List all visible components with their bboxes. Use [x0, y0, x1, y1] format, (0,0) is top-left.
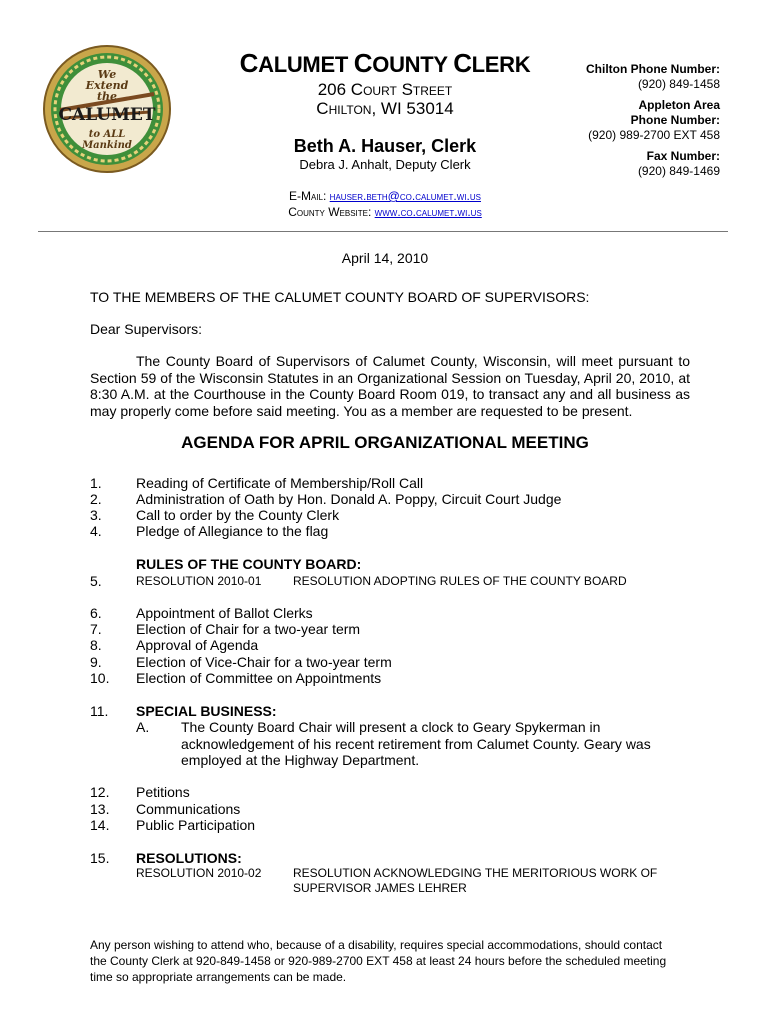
seal-text: Extend: [85, 79, 129, 92]
seal-text: We: [97, 68, 117, 81]
letter-date: April 14, 2010: [341, 250, 429, 266]
accessibility-notice: Any person wishing to attend who, because of a disability, requires special accommodations, should contact the County Clerk at 920-849-1458 or 920-989-2700 EXT 458 at least 24 hours before the scheduled meeting time so appropriate arrangements can be made.: [90, 938, 667, 984]
website-label: County Website:: [288, 205, 375, 219]
clerk-name: Beth A. Hauser, Clerk: [293, 136, 477, 156]
seal-text: to ALL: [88, 129, 126, 140]
office-title: CALUMET COUNTY CLERK: [239, 48, 531, 78]
fax-label: Fax Number:: [646, 149, 720, 163]
contact-block: [520, 62, 720, 179]
letter-paragraph: The County Board of Supervisors of Calumet County, Wisconsin, will meet pursuant to Section 59 of the Wisconsin Statutes in an Organizational Session on Tuesday, April 20, 2010, at 8:30 A.M. at the Courthouse in the County Board Room 019, to transact any and all business as may properly come before said meeting. You as a member are requested to be present.: [90, 353, 690, 419]
city-address: Chilton, WI 53014: [316, 99, 454, 118]
email-link[interactable]: hauser.beth@co.calumet.wi.us: [329, 189, 481, 203]
website-line: [200, 205, 570, 219]
letter-salutation: Dear Supervisors:: [90, 321, 203, 337]
fax-phone: (920) 849-1469: [637, 164, 720, 178]
email-line: [200, 189, 570, 203]
appleton-label: Appleton Area: [638, 98, 720, 112]
street-address: 206 Court Street: [317, 80, 453, 99]
agenda-title: AGENDA FOR APRIL ORGANIZATIONAL MEETING: [181, 433, 589, 452]
appleton-label-2: Phone Number:: [630, 113, 720, 127]
letter-recipient: TO THE MEMBERS OF THE CALUMET COUNTY BOARD OF SUPERVISORS:: [90, 289, 590, 305]
website-link[interactable]: www.co.calumet.wi.us: [374, 205, 482, 219]
chilton-phone-label: Chilton Phone Number:: [586, 62, 720, 76]
calumet-county-seal-logo: [42, 44, 172, 174]
chilton-phone: (920) 849-1458: [637, 77, 720, 91]
deputy-clerk-name: Debra J. Anhalt, Deputy Clerk: [299, 157, 471, 172]
seal-text: CALUMET: [58, 105, 156, 125]
email-label: E-Mail:: [289, 189, 330, 203]
header-divider: [38, 231, 728, 232]
seal-text: Mankind: [82, 140, 132, 151]
seal-text: the: [96, 90, 118, 103]
appleton-phone: (920) 989-2700 EXT 458: [588, 128, 720, 142]
